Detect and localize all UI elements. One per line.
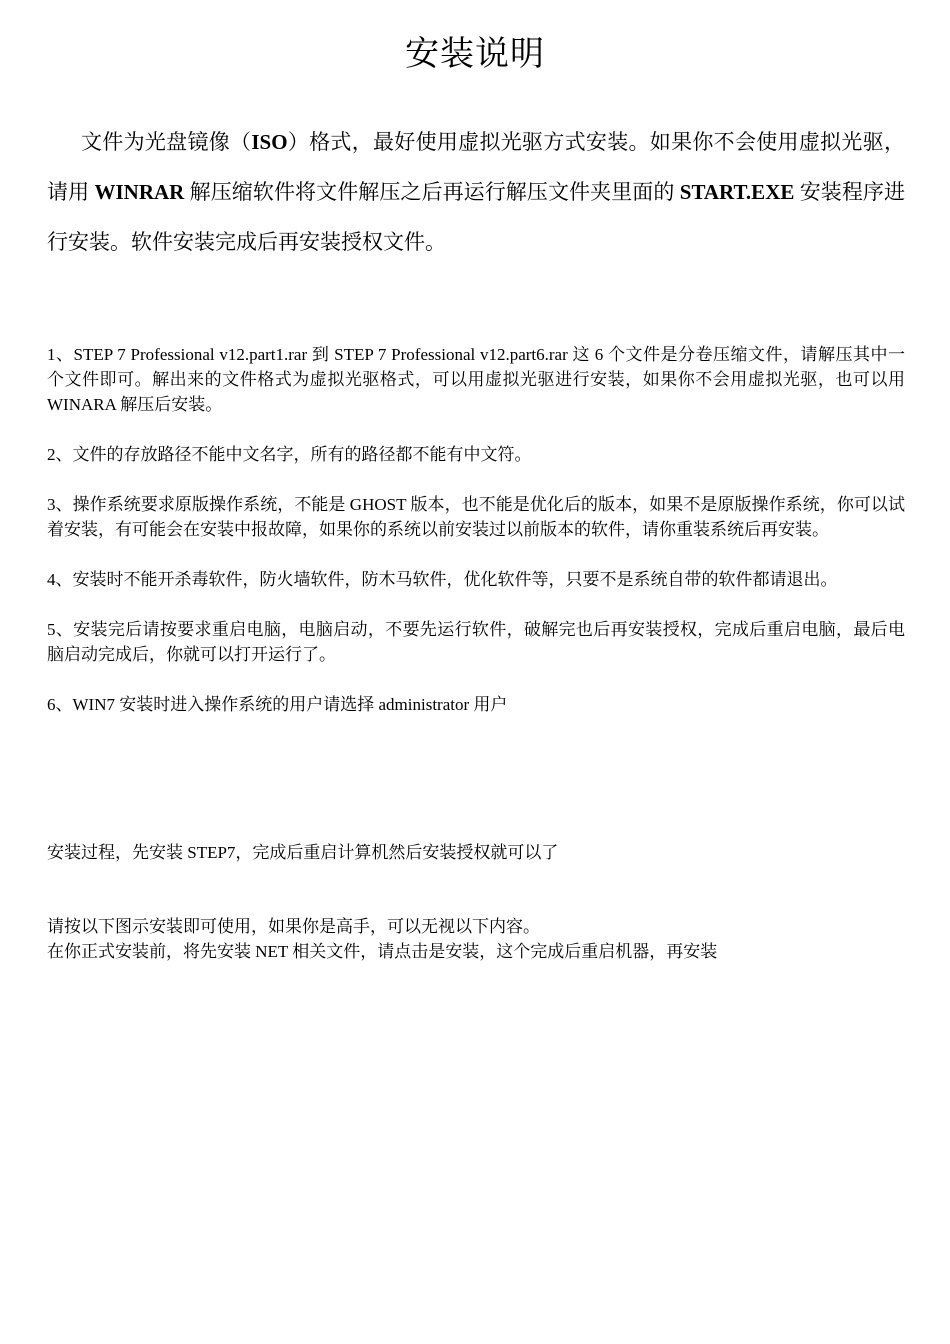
iso-keyword: ISO (251, 130, 288, 154)
install-steps-list (47, 342, 905, 742)
start-exe-keyword: START.EXE (679, 180, 795, 204)
follow-instructions-line: 请按以下图示安装即可使用，如果你是高手，可以无视以下内容。 (47, 917, 540, 936)
step-1: 1、STEP 7 Professional v12.part1.rar 到 STEP 7 Professional v12.part6.rar 这 6 个文件是分卷压缩文件，请解压其中一个文件即可。解出来的文件格式为虚拟光驱格式，可以用虚拟光驱进行安装，如果你不会用虚拟光驱，也可以用 WINARA 解压后安装。 (47, 345, 905, 414)
intro-text-1: 文件为光盘镜像（ (81, 130, 252, 154)
step-4: 4、安装时不能开杀毒软件，防火墙软件，防木马软件，优化软件等，只要不是系统自带的软件都请退出。 (47, 570, 838, 589)
intro-text-4: 安装程序进行安装。软件安装完成后再安装授权文件。 (47, 180, 906, 254)
step-2: 2、文件的存放路径不能中文名字，所有的路径都不能有中文符。 (47, 445, 532, 464)
step-3: 3、操作系统要求原版操作系统，不能是 GHOST 版本，也不能是优化后的版本，如果不是原版操作系统，你可以试着安装，有可能会在安装中报故障，如果你的系统以前安装过以前版本的软件，请你重装系统后再安装。 (47, 495, 905, 539)
intro-text-3: 解压缩软件将文件解压之后再运行解压文件夹里面的 (184, 180, 680, 204)
document-title: 安装说明 (405, 36, 545, 73)
step-6: 6、WIN7 安装时进入操作系统的用户请选择 administrator 用户 (47, 695, 508, 714)
winrar-keyword: WINRAR (94, 180, 185, 204)
step-5: 5、安装完后请按要求重启电脑，电脑启动，不要先运行软件，破解完也后再安装授权，完成后重启电脑，最后电脑启动完成后，你就可以打开运行了。 (47, 620, 905, 664)
intro-paragraph (47, 117, 905, 267)
intro-text-2: ）格式，最好使用虚拟光驱方式安装。如果你不会使用虚拟光驱，请用 (47, 130, 906, 204)
install-process-line: 安装过程，先安装 STEP7，完成后重启计算机然后安装授权就可以了 (47, 843, 559, 862)
net-install-line: 在你正式安装前，将先安装 NET 相关文件，请点击是安装，这个完成后重启机器，再安装 (47, 942, 718, 961)
